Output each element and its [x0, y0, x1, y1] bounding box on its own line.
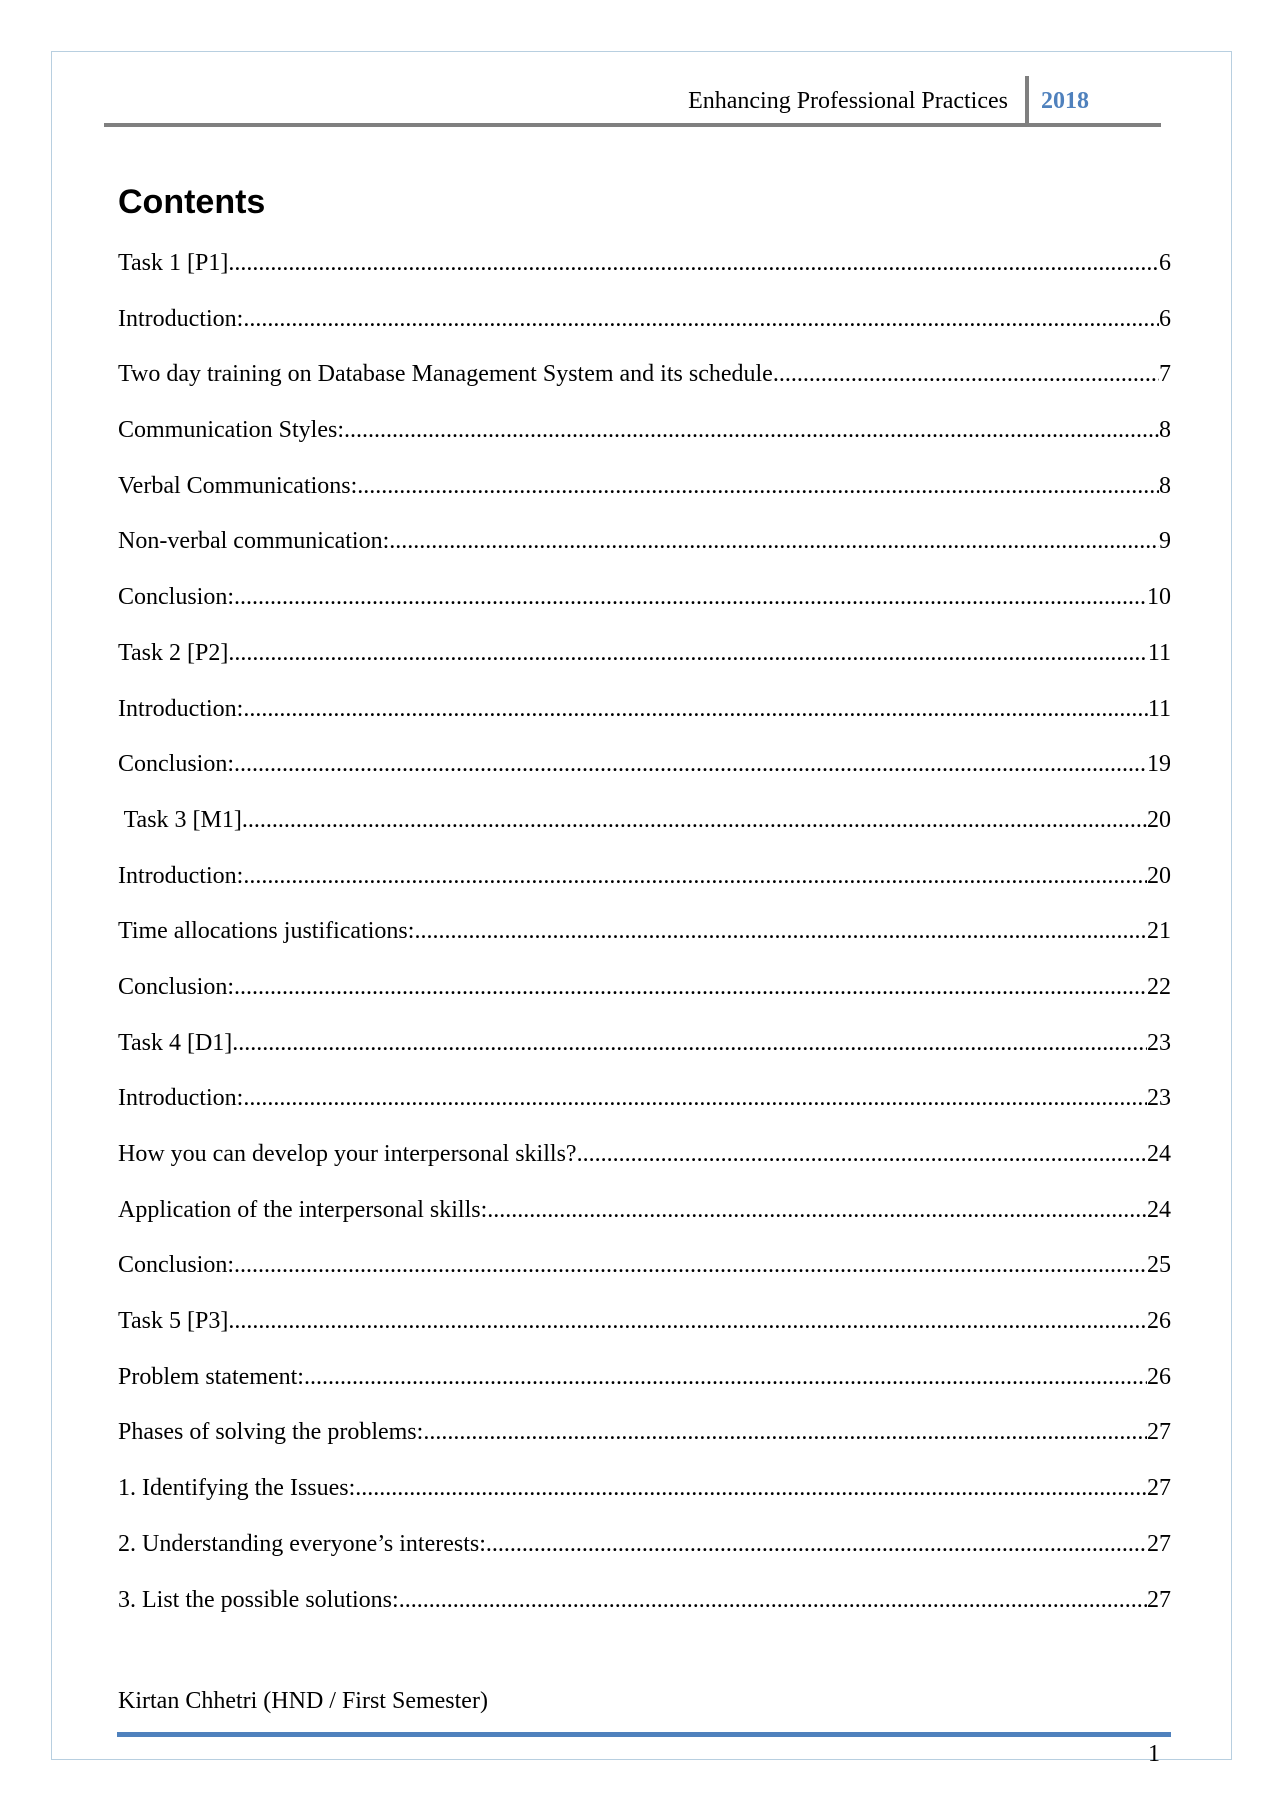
- toc-entry-page[interactable]: 22: [1147, 973, 1171, 1000]
- toc-entry[interactable]: [118, 250, 1171, 306]
- toc-entry[interactable]: [118, 1531, 1171, 1587]
- toc-entry-label[interactable]: Task 2 [P2]: [118, 639, 229, 666]
- toc-entry-page[interactable]: 26: [1147, 1308, 1171, 1335]
- toc-entry-page[interactable]: 8: [1159, 472, 1171, 499]
- toc-entry[interactable]: [118, 1587, 1171, 1643]
- toc-dot-leader: [228, 640, 1148, 667]
- table-of-contents: [118, 250, 1171, 1642]
- toc-entry-label[interactable]: Communication Styles:: [118, 417, 344, 444]
- toc-entry-label[interactable]: Two day training on Database Management System and its schedule.: [118, 361, 779, 388]
- toc-entry-label[interactable]: Introduction:: [118, 695, 244, 722]
- toc-entry[interactable]: [118, 1030, 1171, 1086]
- toc-entry-label[interactable]: Task 3 [M1]: [118, 806, 242, 833]
- toc-entry-label[interactable]: Conclusion:: [118, 973, 235, 1000]
- toc-entry[interactable]: [118, 528, 1171, 584]
- toc-entry[interactable]: [118, 361, 1171, 417]
- toc-dot-leader: [234, 584, 1147, 611]
- toc-entry[interactable]: [118, 696, 1171, 752]
- toc-dot-leader: [234, 974, 1147, 1001]
- header-separator: [1025, 76, 1029, 125]
- toc-entry-page[interactable]: 11: [1147, 695, 1171, 722]
- header-title: Enhancing Professional Practices: [688, 88, 1008, 114]
- toc-entry-page[interactable]: 23: [1147, 1085, 1171, 1112]
- toc-dot-leader: [357, 473, 1159, 500]
- toc-entry-page[interactable]: 21: [1147, 918, 1171, 945]
- toc-entry[interactable]: [118, 1419, 1171, 1475]
- toc-dot-leader: [344, 417, 1159, 444]
- toc-entry-page[interactable]: 10: [1147, 584, 1171, 611]
- toc-entry-page[interactable]: 11: [1147, 639, 1171, 666]
- toc-dot-leader: [414, 918, 1147, 945]
- toc-dot-leader: [228, 250, 1159, 277]
- toc-dot-leader: [234, 1252, 1147, 1279]
- toc-entry[interactable]: [118, 1364, 1171, 1420]
- toc-entry-page[interactable]: 24: [1147, 1141, 1171, 1167]
- toc-entry-page[interactable]: 20: [1147, 862, 1171, 889]
- header-rule: [104, 123, 1161, 127]
- footer-author: Kirtan Chhetri (HND / First Semester): [118, 1688, 488, 1714]
- toc-entry[interactable]: [118, 306, 1171, 362]
- toc-entry[interactable]: [118, 1475, 1171, 1531]
- toc-dot-leader: [234, 751, 1147, 778]
- toc-entry-label[interactable]: Verbal Communications:: [118, 472, 358, 499]
- toc-dot-leader: [243, 306, 1159, 333]
- toc-entry[interactable]: [118, 918, 1171, 974]
- toc-dot-leader: [389, 528, 1159, 555]
- toc-entry[interactable]: [118, 1141, 1171, 1197]
- toc-entry-label[interactable]: Introduction:: [118, 305, 244, 332]
- toc-entry-page[interactable]: 7: [1159, 361, 1171, 388]
- toc-entry-label[interactable]: Introduction:: [118, 862, 244, 889]
- toc-entry-label[interactable]: Conclusion:: [118, 751, 235, 778]
- toc-entry[interactable]: [118, 640, 1171, 696]
- toc-dot-leader: [243, 1085, 1147, 1112]
- toc-entry-page[interactable]: 9: [1159, 528, 1171, 555]
- toc-entry-label[interactable]: Introduction:: [118, 1085, 244, 1112]
- toc-entry[interactable]: [118, 1252, 1171, 1308]
- toc-entry-label[interactable]: Application of the interpersonal skills:: [118, 1196, 488, 1223]
- toc-entry-page[interactable]: 8: [1159, 417, 1171, 444]
- toc-entry-page[interactable]: 27: [1147, 1530, 1171, 1557]
- toc-entry-page[interactable]: 26: [1147, 1363, 1171, 1390]
- toc-entry[interactable]: [118, 863, 1171, 919]
- toc-entry[interactable]: [118, 417, 1171, 473]
- toc-dot-leader: [242, 807, 1147, 834]
- toc-dot-leader: [355, 1475, 1147, 1502]
- toc-entry-label[interactable]: Task 4 [D1]: [118, 1029, 233, 1056]
- header-year: 2018: [1041, 88, 1089, 114]
- toc-entry-label[interactable]: Task 1 [P1]: [118, 250, 229, 276]
- toc-entry-page[interactable]: 6: [1159, 305, 1171, 332]
- toc-entry[interactable]: [118, 1197, 1171, 1253]
- toc-entry-page[interactable]: 27: [1147, 1419, 1171, 1446]
- toc-entry[interactable]: [118, 751, 1171, 807]
- toc-entry[interactable]: [118, 974, 1171, 1030]
- toc-entry-label[interactable]: Non-verbal communication:: [118, 528, 390, 555]
- toc-entry-label[interactable]: Conclusion:: [118, 1252, 235, 1279]
- toc-dot-leader: [243, 863, 1147, 890]
- toc-dot-leader: [577, 1141, 1147, 1168]
- toc-entry-page[interactable]: 20: [1147, 806, 1171, 833]
- toc-dot-leader: [423, 1419, 1147, 1446]
- toc-entry-label[interactable]: Conclusion:: [118, 584, 235, 611]
- toc-dot-leader: [399, 1587, 1147, 1614]
- toc-entry-label[interactable]: 2. Understanding everyone’s interests:: [118, 1530, 486, 1557]
- toc-dot-leader: [486, 1531, 1147, 1558]
- toc-entry-page[interactable]: 23: [1147, 1029, 1171, 1056]
- toc-entry-page[interactable]: 24: [1147, 1196, 1171, 1223]
- page-number: 1: [1148, 1741, 1160, 1767]
- toc-entry-page[interactable]: 27: [1147, 1586, 1171, 1613]
- toc-entry-label[interactable]: Task 5 [P3]: [118, 1308, 229, 1335]
- toc-entry-page[interactable]: 6: [1159, 250, 1171, 276]
- toc-dot-leader: [779, 361, 1159, 388]
- toc-entry-label[interactable]: 1. Identifying the Issues:: [118, 1475, 356, 1502]
- toc-entry-label[interactable]: 3. List the possible solutions:: [118, 1586, 399, 1613]
- toc-entry-page[interactable]: 27: [1147, 1475, 1171, 1502]
- toc-entry-label[interactable]: How you can develop your interpersonal skills?: [118, 1141, 577, 1167]
- toc-entry[interactable]: [118, 584, 1171, 640]
- toc-dot-leader: [487, 1197, 1147, 1224]
- toc-dot-leader: [228, 1308, 1147, 1335]
- toc-dot-leader: [243, 696, 1148, 723]
- footer-rule: [117, 1732, 1171, 1737]
- toc-entry-label[interactable]: Problem statement:: [118, 1363, 304, 1390]
- toc-entry-label[interactable]: Phases of solving the problems:: [118, 1419, 424, 1446]
- toc-entry-page[interactable]: 19: [1147, 751, 1171, 778]
- contents-heading: Contents: [118, 183, 266, 221]
- toc-entry-label[interactable]: Time allocations justifications:: [118, 918, 415, 945]
- toc-entry[interactable]: [118, 473, 1171, 529]
- toc-entry[interactable]: [118, 1308, 1171, 1364]
- page-header: [104, 76, 1160, 126]
- toc-dot-leader: [232, 1030, 1147, 1057]
- toc-entry[interactable]: [118, 807, 1171, 863]
- toc-entry-page[interactable]: 25: [1147, 1252, 1171, 1279]
- toc-dot-leader: [304, 1364, 1147, 1391]
- toc-entry[interactable]: [118, 1085, 1171, 1141]
